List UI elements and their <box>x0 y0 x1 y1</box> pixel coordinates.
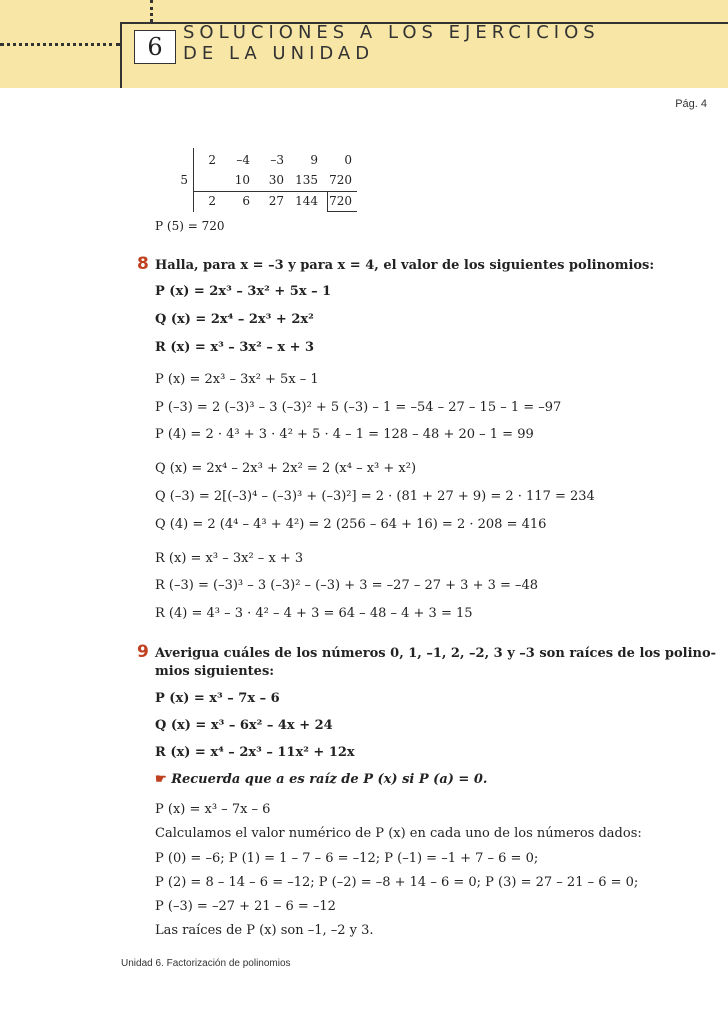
hint <box>155 772 487 788</box>
unit-number-badge: 6 <box>134 30 176 64</box>
solution-line: P (–3) = 2 (–3)³ – 3 (–3)² + 5 (–3) – 1 = –54 – 27 – 15 – 1 = –97 <box>155 400 562 415</box>
solution-line: P (x) = 2x³ – 3x² + 5x – 1 <box>155 372 319 387</box>
solution-line: R (4) = 4³ – 3 · 4² – 4 + 3 = 64 – 48 – 4 + 3 = 15 <box>155 606 473 621</box>
ruffini-sum: 144 <box>295 194 318 208</box>
polynomial-definition: Q (x) = x³ – 6x² – 4x + 24 <box>155 718 333 733</box>
header-dotted-rule-vertical <box>150 0 153 22</box>
ruffini-sum: 2 <box>208 194 216 208</box>
ruffini-coef: –4 <box>236 153 250 167</box>
ruffini-sum: 6 <box>242 194 250 208</box>
solution-line: R (x) = x³ – 3x² – x + 3 <box>155 551 304 566</box>
polynomial-definition: P (x) = 2x³ – 3x² + 5x – 1 <box>155 284 332 299</box>
polynomial-definition: R (x) = x³ – 3x² – x + 3 <box>155 340 315 355</box>
ruffini-coef: 2 <box>208 153 216 167</box>
exercise-number: 8 <box>137 254 149 274</box>
header-dotted-rule <box>0 43 120 46</box>
solution-line: P (–3) = –27 + 21 – 6 = –12 <box>155 899 336 914</box>
ruffini-divisor: 5 <box>180 173 188 187</box>
page-number: Pág. 4 <box>675 98 707 110</box>
exercise-statement: Halla, para x = –3 y para x = 4, el valor de los siguientes polinomios: <box>155 258 655 273</box>
footer: Unidad 6. Factorización de polinomios <box>121 958 291 969</box>
title-line-2: DE LA UNIDAD <box>183 43 375 64</box>
solution-line: Q (4) = 2 (4⁴ – 4³ + 4²) = 2 (256 – 64 + 16) = 2 · 208 = 416 <box>155 517 547 532</box>
ruffini-product: 135 <box>295 173 318 187</box>
ruffini-sum: 27 <box>268 194 284 208</box>
ruffini-coef: 9 <box>310 153 318 167</box>
ruffini-coef: 0 <box>344 153 352 167</box>
title-line-1: SOLUCIONES A LOS EJERCICIOS <box>183 22 600 43</box>
solution-line: Calculamos el valor numérico de P (x) en cada uno de los números dados: <box>155 826 642 841</box>
solution-line: P (4) = 2 · 4³ + 3 · 4² + 5 · 4 – 1 = 128 – 48 + 20 – 1 = 99 <box>155 427 534 442</box>
ruffini-result: P (5) = 720 <box>155 219 225 233</box>
solution-line: P (0) = –6; P (1) = 1 – 7 – 6 = –12; P (–1) = –1 + 7 – 6 = 0; <box>155 851 539 866</box>
solution-line: P (2) = 8 – 14 – 6 = –12; P (–2) = –8 + 14 – 6 = 0; P (3) = 27 – 21 – 6 = 0; <box>155 875 639 890</box>
ruffini-remainder: 720 <box>329 194 352 208</box>
hint-text: Recuerda que a es raíz de P (x) si P (a) = 0. <box>171 772 488 787</box>
polynomial-definition: Q (x) = 2x⁴ – 2x³ + 2x² <box>155 312 314 327</box>
exercise-statement: Averigua cuáles de los números 0, 1, –1, 2, –2, 3 y –3 son raíces de los polino- <box>155 646 717 661</box>
solution-line: Q (x) = 2x⁴ – 2x³ + 2x² = 2 (x⁴ – x³ + x²) <box>155 461 417 476</box>
solution-line: Q (–3) = 2[(–3)⁴ – (–3)³ + (–3)²] = 2 · (81 + 27 + 9) = 2 · 117 = 234 <box>155 489 595 504</box>
solution-line: P (x) = x³ – 7x – 6 <box>155 802 271 817</box>
exercise-number: 9 <box>137 642 149 662</box>
solution-line: R (–3) = (–3)³ – 3 (–3)² – (–3) + 3 = –27 – 27 + 3 + 3 = –48 <box>155 578 539 593</box>
ruffini-coef: –3 <box>270 153 284 167</box>
ruffini-product: 10 <box>234 173 250 187</box>
polynomial-definition: P (x) = x³ – 7x – 6 <box>155 691 280 706</box>
exercise-statement-continued: mios siguientes: <box>155 664 275 679</box>
polynomial-definition: R (x) = x⁴ – 2x³ – 11x² + 12x <box>155 745 355 760</box>
ruffini-product: 30 <box>268 173 284 187</box>
solution-line: Las raíces de P (x) son –1, –2 y 3. <box>155 923 374 938</box>
pointing-hand-icon: ☛ <box>155 772 167 787</box>
page-title <box>183 22 600 64</box>
ruffini-product: 720 <box>329 173 352 187</box>
